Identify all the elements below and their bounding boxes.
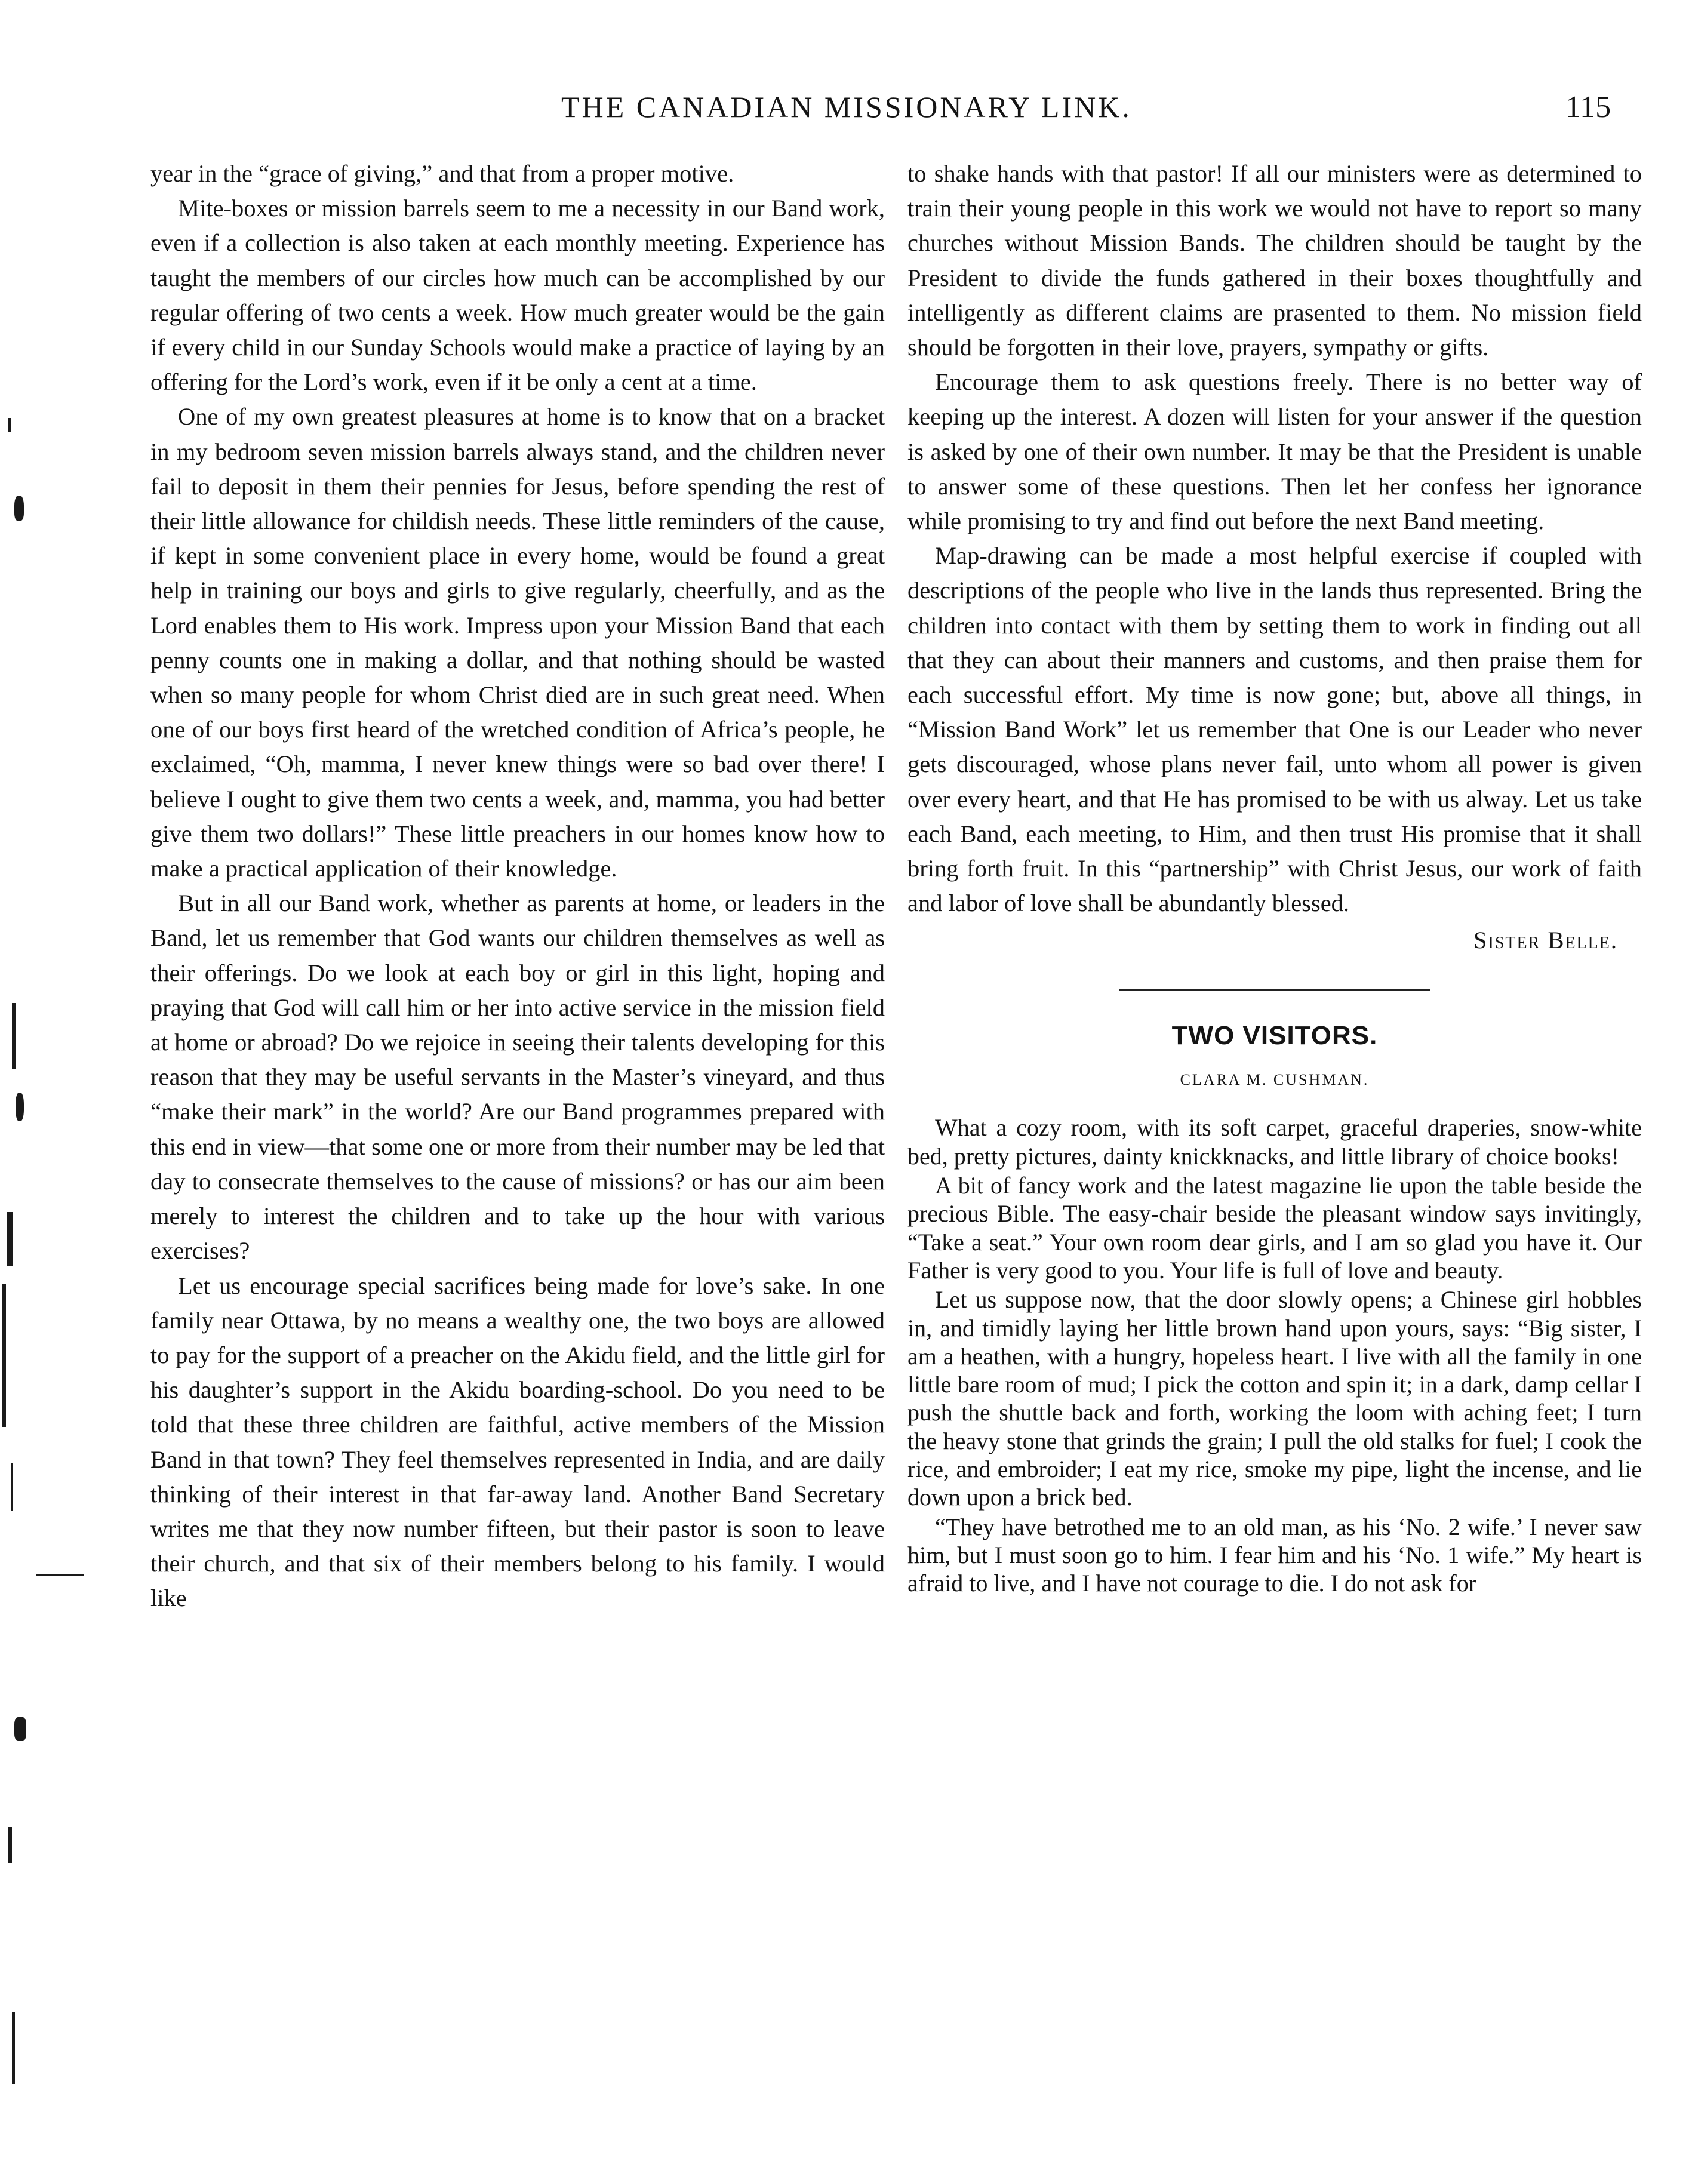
- margin-mark: [7, 1212, 13, 1266]
- paragraph: One of my own greatest pleasures at home is to know that on a bracket in my bedroom seven mission barrels always stand, and the children never fail to deposit in them their pennies for Jesus, before spending the rest of their little allowance for childish needs. These little reminders of the cause, if kept in some convenient place in every home, would be found a great help in training our boys and girls to give regularly, cheerfully, and as the Lord enables them to His work. Impress upon your Mission Band that each penny counts one in making a dollar, and that nothing should be wasted when so many people for whom Christ died are in such great need. When one of our boys first heard of the wretched condition of Africa’s people, he exclaimed, “Oh, mamma, I never knew things were so bad over there! I believe I ought to give them two cents a week, and, mamma, you had better give them two dollars!” These little preachers in our homes know how to make a practical application of their knowledge.: [150, 403, 885, 882]
- paragraph: But in all our Band work, whether as parents at home, or leaders in the Band, let us remember that God wants our children themselves as well as their offerings. Do we look at each boy or girl in this light, hoping and praying that God will call him or her into active service in the mission field at home or abroad? Do we rejoice in seeing their talents developing for this reason that they may be useful servants in the Master’s vineyard, and thus “make their mark” in the world? Are our Band programmes prepared with this end in view—that some one or more from their number may be led that day to consecrate themselves to the cause of missions? or has our aim been merely to interest the children and to take up the hour with various exercises?: [150, 890, 885, 1265]
- scan-margin-marks: [0, 0, 66, 2184]
- margin-mark: [36, 1574, 84, 1576]
- margin-mark: [12, 2012, 15, 2084]
- article-two-visitors: [907, 1018, 1642, 1597]
- paragraph: A bit of fancy work and the latest magazine lie upon the table beside the precious Bible. The easy-chair beside the pleasant window says invitingly, “Take a seat.” Your own room dear girls, and I am so glad you have it. Our Father is very good to you. Your life is full of love and beauty.: [907, 1172, 1642, 1284]
- paragraph: Mite-boxes or mission barrels seem to me a necessity in our Band work, even if a collection is also taken at each monthly meeting. Experience has taught the members of our circles how much can be accomplished by our regular offering of two cents a week. How much greater would be the gain if every child in our Sunday Schools would make a practice of laying by an offering for the Lord’s work, even if it be only a cent at a time.: [150, 195, 885, 396]
- left-column: [150, 156, 885, 1616]
- margin-mark: [11, 1463, 13, 1511]
- article-byline: CLARA M. CUSHMAN.: [1180, 1071, 1370, 1089]
- page-number: 115: [1565, 90, 1611, 124]
- margin-mark: [8, 1827, 12, 1863]
- paragraph: year in the “grace of giving,” and that from a proper motive.: [150, 160, 734, 187]
- running-title: THE CANADIAN MISSIONARY LINK.: [561, 90, 1132, 124]
- article-title: TWO VISITORS.: [1171, 1021, 1378, 1051]
- margin-mark: [14, 496, 24, 521]
- paragraph: Let us suppose now, that the door slowly opens; a Chinese girl hobbles in, and timidly laying her little brown hand upon yours, says: “Big sister, I am a heathen, with a hungry, hopeless heart. I live with all the family in one little bare room of mud; I pick the cotton and spin it; in a dark, damp cellar I push the shuttle back and forth, working the loom with aching feet; I turn the heavy stone that grinds the grain; I pull the old stalks for fuel; I cook the rice, and embroider; I eat my rice, smoke my pipe, light the incense, and lie down upon a brick bed.: [907, 1286, 1642, 1511]
- paragraph: “They have betrothed me to an old man, as his ‘No. 2 wife.’ I never saw him, but I must soon go to him. I fear him and his ‘No. 1 wife.” My heart is afraid to live, and I have not courage to die. I do not ask for: [907, 1513, 1642, 1597]
- right-column: [907, 156, 1642, 1599]
- paragraph: Encourage them to ask questions freely. There is no better way of keeping up the interest. A dozen will listen for your answer if the question is asked by one of their own number. It may be that the President is unable to answer some of these questions. Then let her confess her ignorance while promising to try and find out before the next Band meeting.: [907, 368, 1642, 535]
- section-divider: [1119, 989, 1430, 991]
- paragraph: What a cozy room, with its soft carpet, graceful draperies, snow-white bed, pretty pictures, dainty knickknacks, and little library of choice books!: [907, 1114, 1642, 1170]
- margin-mark: [16, 1093, 24, 1121]
- paragraph: to shake hands with that pastor! If all our ministers were as determined to train their young people in this work we would not have to report so many churches without Mission Bands. The children should be taught by the President to divide the funds gathered in their boxes thoughtfully and intelligently as different claims are prasented to them. No mission field should be forgotten in their love, prayers, sympathy or gifts.: [907, 160, 1642, 361]
- paragraph: Map-drawing can be made a most helpful exercise if coupled with descriptions of the people who live in the lands thus represented. Bring the children into contact with them by setting them to work in finding out all that they can about their manners and customs, and then praise them for each successful effort. My time is now gone; but, above all things, in “Mission Band Work” let us remember that One is our Leader who never gets discouraged, whose plans never fail, unto whom all power is given over every heart, and that He has promised to be with us alway. Let us take each Band, each meeting, to Him, and then trust His promise that it shall bring forth fruit. In this “partnership” with Christ Jesus, our work of faith and labor of love shall be abundantly blessed.: [907, 542, 1642, 917]
- article-body: [907, 1113, 1642, 1597]
- paragraph: Let us encourage special sacrifices being made for love’s sake. In one family near Ottawa, by no means a wealthy one, the two boys are allowed to pay for the support of a preacher on the Akidu field, and the little girl for his daughter’s support in the Akidu boarding-school. Do you need to be told that these three children are faithful, active members of the Mission Band in that town? They feel themselves represented in India, and are daily thinking of their interest in that far-away land. Another Band Secretary writes me that they now number fifteen, but their pastor is soon to leave their church, and that six of their members belong to his family. I would like: [150, 1272, 885, 1612]
- margin-mark: [14, 1717, 26, 1741]
- margin-mark: [2, 1284, 6, 1427]
- author-signature: Sister Belle.: [1473, 927, 1618, 954]
- margin-mark: [8, 418, 11, 432]
- margin-mark: [12, 1003, 16, 1069]
- page-header: [0, 90, 1689, 137]
